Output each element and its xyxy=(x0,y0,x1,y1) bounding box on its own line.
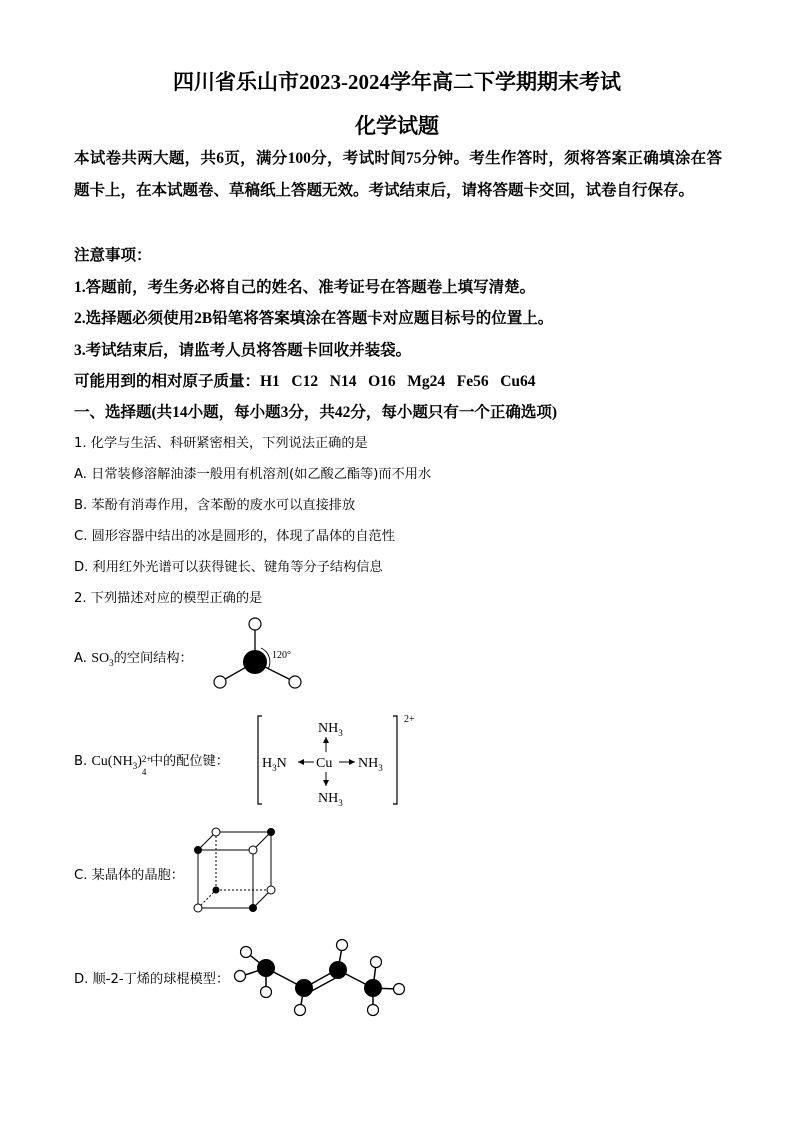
complex-formula-sub: 3 xyxy=(132,760,138,771)
oxygen-atom xyxy=(214,676,226,688)
page-title: 四川省乐山市2023-2024学年高二下学期期末考试 xyxy=(173,70,621,94)
complex-formula-count: 4 xyxy=(141,767,147,777)
question-1-option-d: D. 利用红外光谱可以获得键长、键角等分子结构信息 xyxy=(74,560,383,575)
so3-formula-main: SO xyxy=(91,651,110,666)
bond-angle-label: 120° xyxy=(272,650,291,661)
top-ligand: $NH_3$ xyxy=(318,721,343,738)
sulfur-atom xyxy=(243,650,267,674)
cis-2-butene-ball-stick-model xyxy=(228,932,408,1017)
copper-center: Cu xyxy=(316,756,333,771)
question-2-option-c-text: C. 某晶体的晶胞： xyxy=(74,868,184,883)
hydrogen-atom xyxy=(241,947,252,958)
bottom-ligand: $NH_3$ xyxy=(318,791,343,808)
so3-formula-sub: 3 xyxy=(109,657,114,668)
question-1-option-c: C. 圆形容器中结出的冰是圆形的，体现了晶体的自范性 xyxy=(74,529,395,544)
note-item-2: 2.选择题必须使用2B铅笔将答案填涂在答题卡对应题目标号的位置上。 xyxy=(74,310,554,327)
complex-charge-label: 2+ xyxy=(404,714,415,725)
complex-ion-formula xyxy=(91,754,152,777)
carbon-atom xyxy=(257,959,275,977)
carbon-atom xyxy=(364,979,382,997)
corner-atom xyxy=(194,904,202,912)
so3-formula xyxy=(91,651,113,666)
question-2-option-d-text: D. 顺-2-丁烯的球棍模型： xyxy=(74,972,230,987)
hydrogen-atom xyxy=(235,971,246,982)
option-a-desc: 的空间结构： xyxy=(113,651,193,666)
corner-atom xyxy=(212,828,220,836)
carbon-atom xyxy=(295,979,313,997)
question-1-stem: 1. 化学与生活、科研紧密相关，下列说法正确的是 xyxy=(74,436,368,451)
note-item-3: 3.考试结束后，请监考人员将答题卡回收并装袋。 xyxy=(74,342,412,359)
hydrogen-atom xyxy=(368,1005,379,1016)
corner-atom xyxy=(249,846,257,854)
left-ligand: $H_3N$ xyxy=(262,756,287,773)
section-1-heading: 一、选择题(共14小题，每小题3分，共42分，每小题只有一个正确选项) xyxy=(74,404,558,421)
notes-heading: 注意事项： xyxy=(74,247,152,264)
carbon-atom xyxy=(329,961,347,979)
hydrogen-atom xyxy=(371,957,382,968)
question-2-stem: 2. 下列描述对应的模型正确的是 xyxy=(74,591,263,606)
option-b-label: B. xyxy=(74,754,88,769)
right-ligand: $NH_3$ xyxy=(358,756,383,773)
oxygen-atom xyxy=(289,676,301,688)
complex-formula-close: ) xyxy=(137,754,142,769)
complex-formula-charge: 2+ xyxy=(141,754,152,764)
corner-atom xyxy=(249,904,257,912)
corner-atom xyxy=(267,828,275,836)
hydrogen-atom xyxy=(295,1005,306,1016)
question-2-option-a-text xyxy=(74,647,193,668)
unit-cell-diagram xyxy=(186,822,286,922)
hydrogen-atom xyxy=(337,940,348,951)
page-subtitle: 化学试题 xyxy=(355,114,439,138)
hydrogen-atom xyxy=(261,987,272,998)
corner-atom xyxy=(267,886,275,894)
corner-atom xyxy=(194,846,202,854)
option-a-label: A. xyxy=(74,651,87,666)
question-2-option-b-text xyxy=(74,750,229,777)
question-1-option-b: B. 苯酚有消毒作用，含苯酚的废水可以直接排放 xyxy=(74,498,356,513)
option-b-desc: 中的配位键： xyxy=(149,754,229,769)
oxygen-atom xyxy=(249,618,261,630)
corner-atom xyxy=(213,887,220,894)
so3-structure-diagram xyxy=(205,612,315,697)
right-bracket xyxy=(393,716,397,804)
hydrogen-atom xyxy=(394,984,405,995)
note-item-1: 1.答题前，考生务必将自己的姓名、准考证号在答题卷上填写清楚。 xyxy=(74,279,536,296)
question-1-option-a: A. 日常装修溶解油漆一般用有机溶剂(如乙酸乙酯等)而不用水 xyxy=(74,467,432,482)
complex-formula-main: Cu(NH xyxy=(91,754,133,769)
atomic-masses: 可能用到的相对原子质量：H1 C12 N14 O16 Mg24 Fe56 Cu64 xyxy=(74,373,536,390)
intro-paragraph: 本试卷共两大题，共6页，满分100分，考试时间75分钟。考生作答时，须将答案正确填涂在答题卡上，在本试题卷、草稿纸上答题无效。考试结束后，请将答题卡交回，试卷自行保存。 xyxy=(74,150,722,199)
copper-ammine-complex-diagram xyxy=(250,710,430,810)
